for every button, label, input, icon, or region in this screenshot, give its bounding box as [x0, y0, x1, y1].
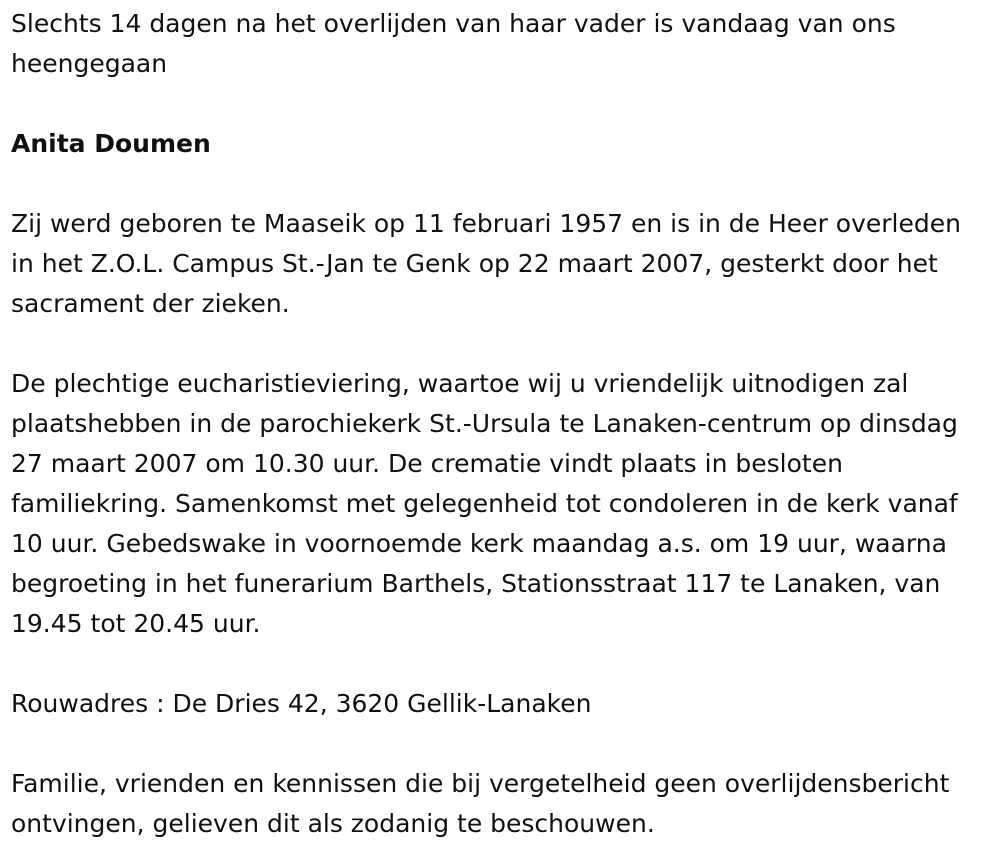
mourning-address: Rouwadres : De Dries 42, 3620 Gellik-Lanaken: [11, 689, 592, 718]
obituary-notice: [11, 4, 991, 844]
birth-death-text: Zij werd geboren te Maaseik op 11 februari 1957 en is in de Heer overleden in het Z.O.L. Campus St.-Jan te Genk op 22 maart 2007, gesterkt door het sacrament der zieken.: [11, 209, 961, 318]
deceased-name: Anita Doumen: [11, 129, 211, 158]
ceremony-text: De plechtige eucharistieviering, waartoe wij u vriendelijk uitnodigen zal plaatshebben in de parochiekerk St.-Ursula te Lanaken-centrum op dinsdag 27 maart 2007 om 10.30 uur. De crematie vindt plaats in besloten familiekring. Samenkomst met gelegenheid tot condoleren in de kerk vanaf 10 uur. Gebedswake in voornoemde kerk maandag a.s. om 19 uur, waarna begroeting in het funerarium Barthels, Stationsstraat 117 te Lanaken, van 19.45 tot 20.45 uur.: [11, 369, 958, 638]
intro-text: Slechts 14 dagen na het overlijden van haar vader is vandaag van ons heengegaan: [11, 9, 896, 78]
closing-text: Familie, vrienden en kennissen die bij vergetelheid geen overlijdensbericht ontvingen, gelieven dit als zodanig te beschouwen.: [11, 769, 950, 838]
